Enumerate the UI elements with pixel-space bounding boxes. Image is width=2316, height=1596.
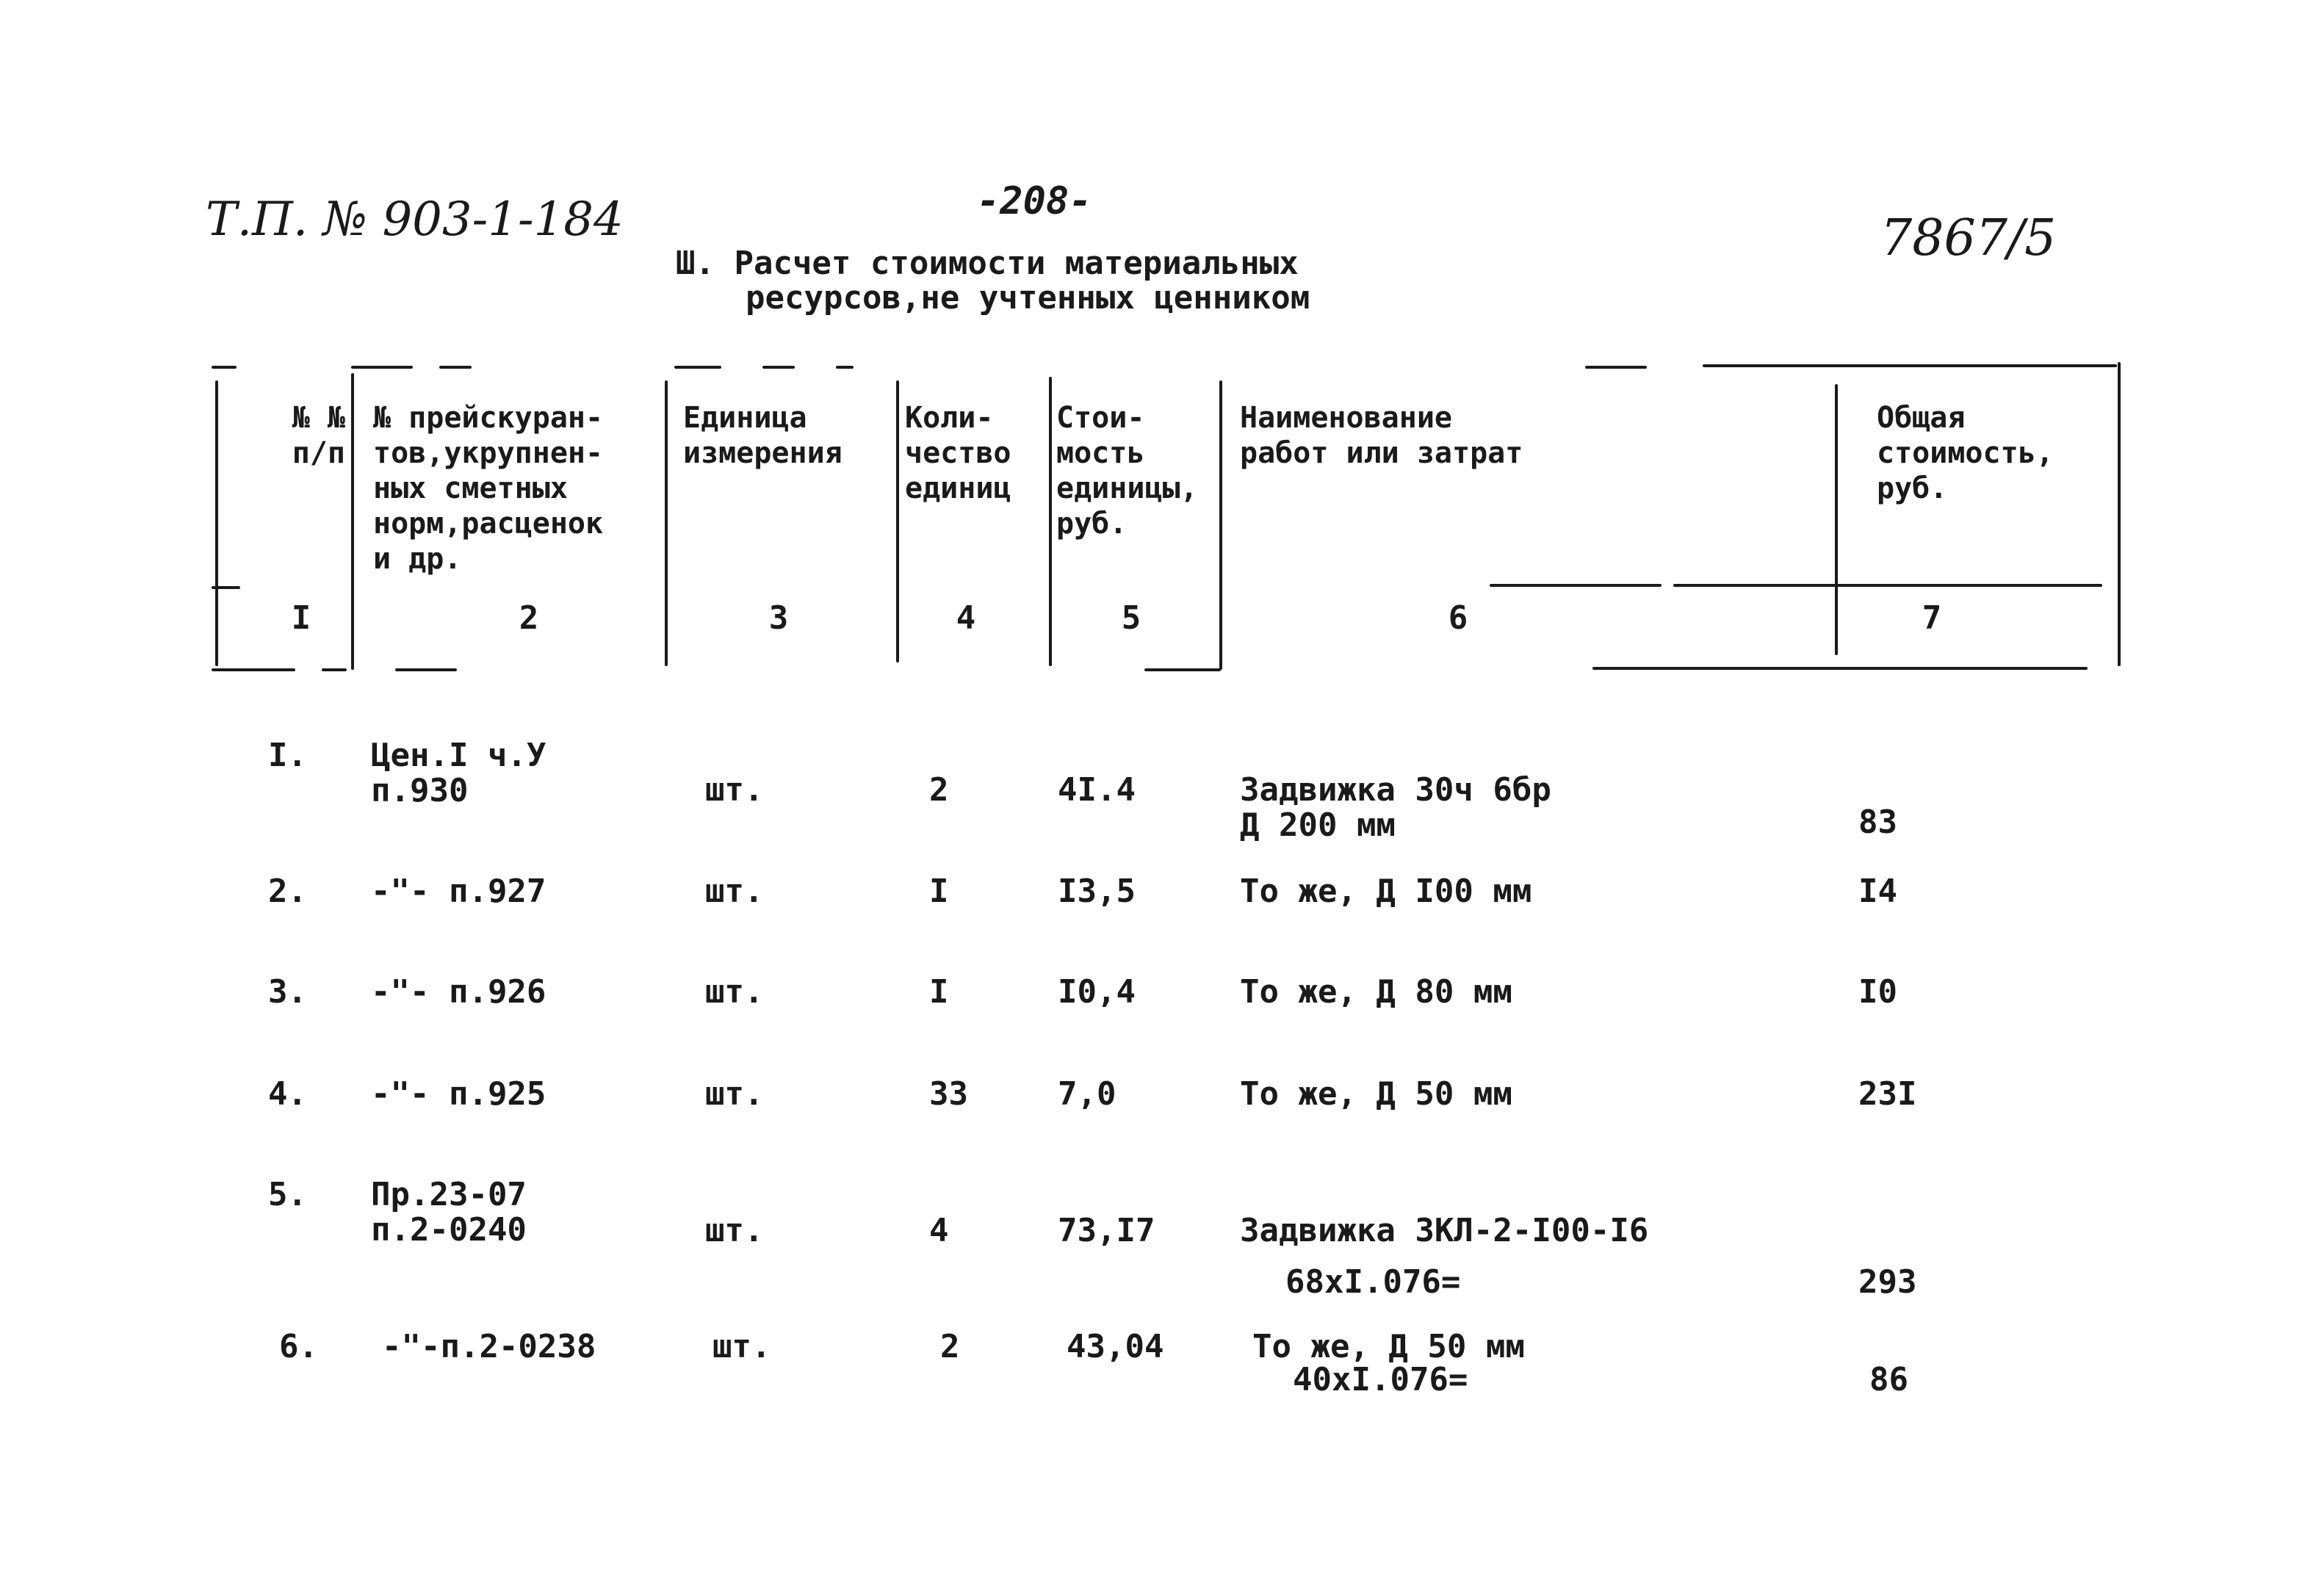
row-quantity: 4 (929, 1212, 949, 1249)
row-calculation: 40хI.076= (1293, 1361, 1468, 1398)
row-work-name: Задвижка ЗКЛ-2-I00-I6 (1240, 1212, 1649, 1249)
row-unit-price: I0,4 (1058, 973, 1136, 1011)
row-index: 5. (268, 1176, 307, 1213)
archive-number: 7867/5 (1880, 209, 2057, 267)
row-total: I0 (1858, 973, 1897, 1011)
row-quantity: 2 (929, 771, 949, 809)
row-quantity: 33 (929, 1075, 968, 1113)
page-number: -208- (977, 179, 1092, 223)
row-unit-price: I3,5 (1058, 873, 1136, 910)
row-index: I. (268, 737, 307, 774)
row-unit: шт. (705, 1212, 764, 1249)
column-number-6: 6 (1448, 599, 1468, 637)
row-total: 86 (1869, 1361, 1908, 1398)
column-header-work-name: Наименование работ или затрат (1240, 401, 1523, 470)
column-number-5: 5 (1121, 599, 1141, 637)
row-unit-price: 4I.4 (1058, 771, 1136, 809)
row-reference: -"- п.926 (371, 973, 546, 1011)
row-unit: шт. (713, 1328, 771, 1365)
row-unit: шт. (705, 771, 764, 809)
row-unit: шт. (705, 973, 764, 1011)
row-unit-price: 43,04 (1067, 1328, 1164, 1365)
row-total: I4 (1858, 873, 1897, 910)
column-number-7: 7 (1922, 599, 1942, 637)
row-quantity: I (929, 873, 949, 910)
row-reference: Цен.I ч.У п.930 (371, 737, 546, 809)
row-reference: -"- п.925 (371, 1075, 546, 1113)
column-number-2: 2 (519, 599, 539, 637)
row-work-name: То же, Д 50 мм (1252, 1328, 1525, 1365)
document-code: Т.П. № 903-1-184 (206, 192, 624, 247)
row-index: 4. (268, 1075, 307, 1113)
row-reference: Пр.23-07 п.2-0240 (371, 1176, 527, 1249)
column-header-unit: Единица измерения (683, 401, 843, 470)
row-reference: -"-п.2-0238 (382, 1328, 596, 1365)
column-number-4: 4 (956, 599, 976, 637)
row-quantity: I (929, 973, 949, 1011)
row-unit-price: 73,I7 (1058, 1212, 1155, 1249)
row-work-name: То же, Д 50 мм (1240, 1075, 1512, 1113)
row-total: 23I (1858, 1075, 1917, 1113)
column-header-reference: № прейскуран- тов,укрупнен- ных сметных норм,расценок и др. (373, 401, 604, 576)
row-work-name: То же, Д I00 мм (1240, 873, 1532, 910)
row-calculation: 68хI.076= (1285, 1263, 1461, 1301)
row-reference: -"- п.927 (371, 873, 546, 910)
row-index: 2. (268, 873, 307, 910)
row-work-name: Задвижка 30ч 6бр Д 200 мм (1240, 771, 1551, 844)
section-title-line1: Ш. Расчет стоимости материальных (676, 245, 1299, 282)
row-quantity: 2 (940, 1328, 960, 1365)
row-unit: шт. (705, 873, 764, 910)
column-header-index: № № п/п (292, 401, 345, 470)
section-title-line2: ресурсов,не учтенных ценником (746, 279, 1310, 317)
column-header-total: Общая стоимость, руб. (1877, 401, 2054, 505)
row-index: 6. (279, 1328, 318, 1365)
row-total: 83 (1858, 804, 1897, 841)
row-unit-price: 7,0 (1058, 1075, 1116, 1113)
row-total: 293 (1858, 1263, 1917, 1301)
row-work-name: То же, Д 80 мм (1240, 973, 1512, 1011)
column-header-quantity: Коли- чество единиц (905, 401, 1011, 505)
column-header-unit-price: Стои- мость единицы, руб. (1056, 401, 1198, 541)
column-number-3: 3 (768, 599, 789, 637)
column-number-1: I (291, 599, 311, 637)
row-unit: шт. (705, 1075, 764, 1113)
row-index: 3. (268, 973, 307, 1011)
